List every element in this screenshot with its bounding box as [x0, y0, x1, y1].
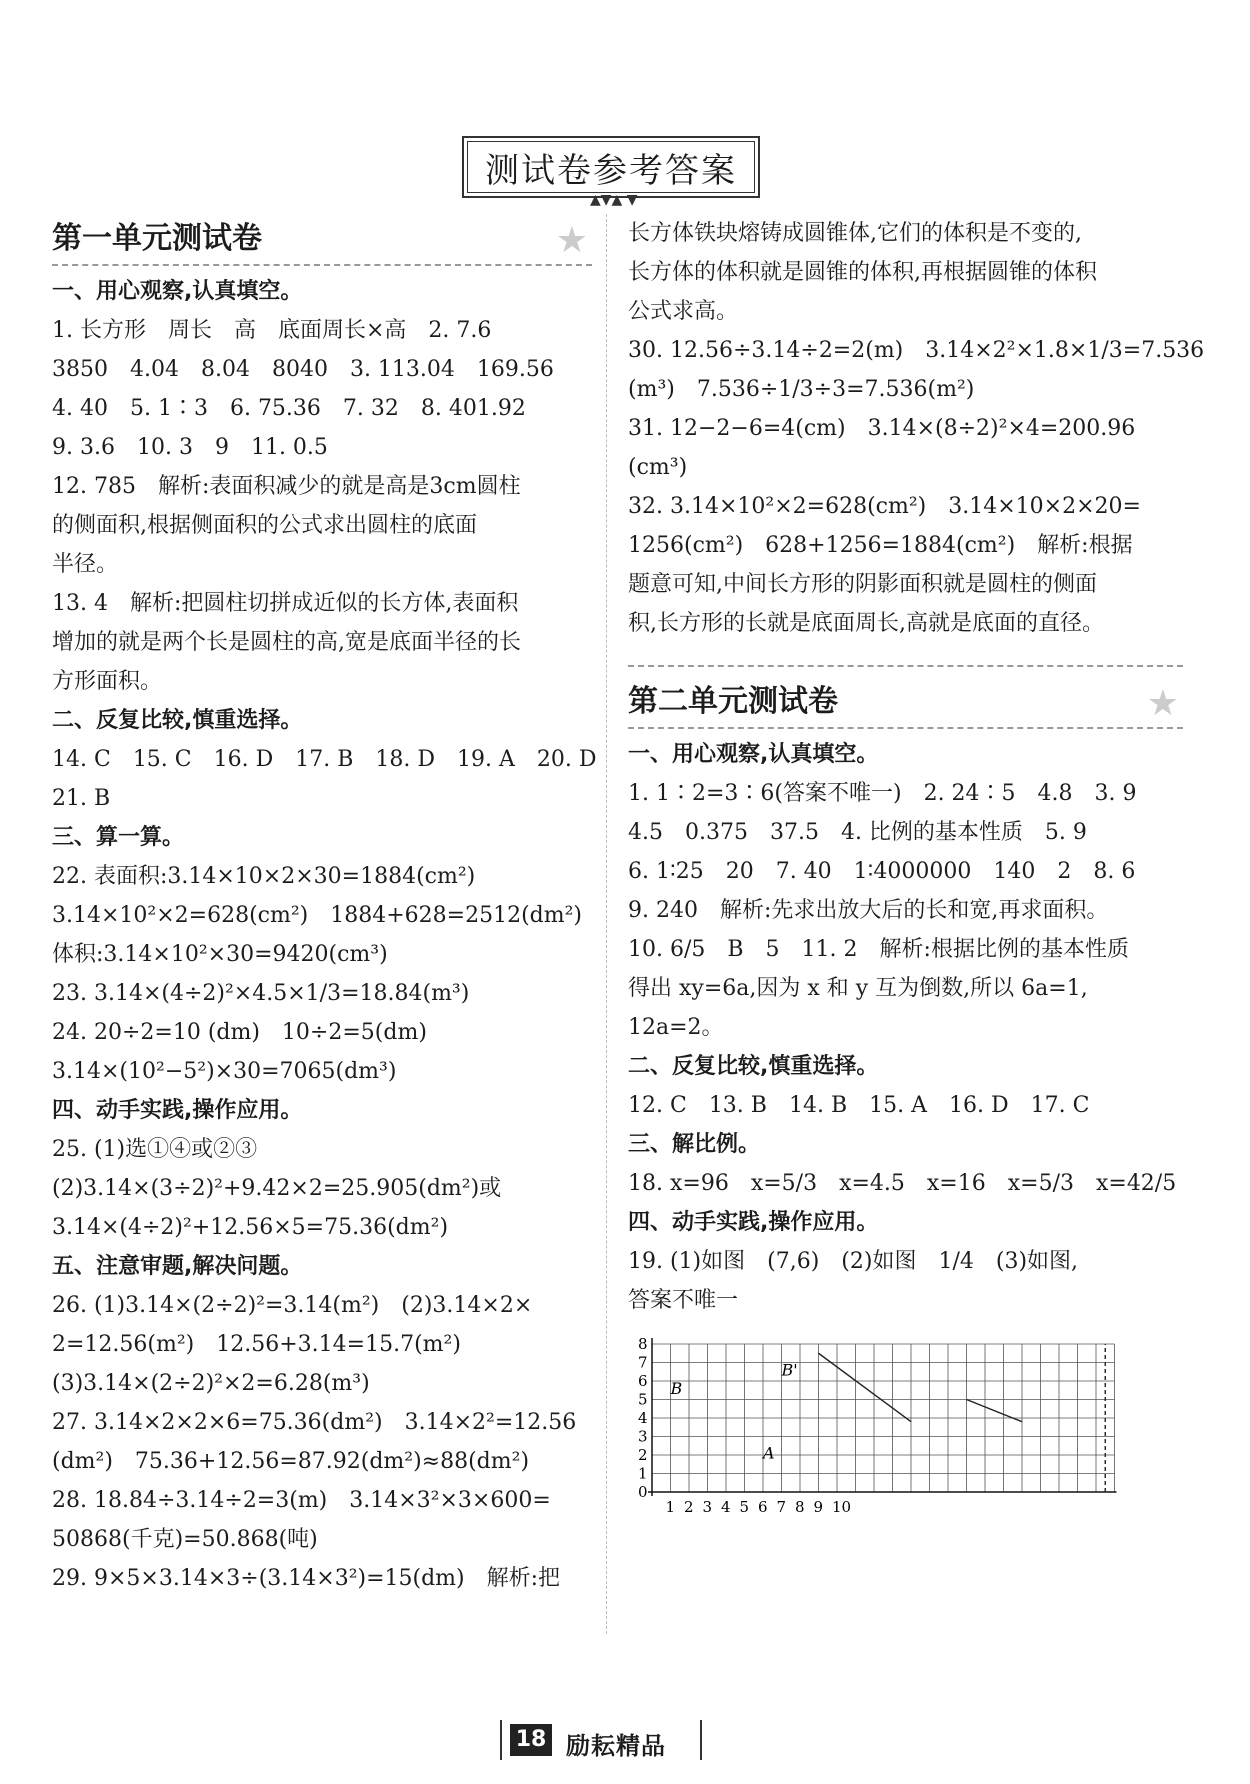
answer-line: 题意可知,中间长方形的阴影面积就是圆柱的侧面	[628, 572, 1097, 597]
star-icon: ★	[1146, 683, 1179, 724]
x-tick-label: 8	[795, 1498, 805, 1514]
right-column	[628, 214, 1205, 1527]
answer-line: 19. (1)如图 (7,6) (2)如图 1/4 (3)如图,	[628, 1249, 1079, 1274]
answer-line: (2)3.14×(3÷2)²+9.42×2=25.905(dm²)或	[52, 1176, 502, 1201]
y-tick-label: 5	[638, 1390, 648, 1409]
answer-line: 6. 1∶25 20 7. 40 1∶4000000 140 2 8. 6	[628, 859, 1136, 884]
section-heading: 五、注意审题,解决问题。	[52, 1254, 303, 1279]
figure-segment	[819, 1353, 912, 1421]
brand-name: 励耘精品	[566, 1732, 666, 1760]
y-tick-label: 7	[638, 1353, 648, 1372]
answer-line: 31. 12−2−6=4(cm) 3.14×(8÷2)²×4=200.96	[628, 416, 1136, 441]
grid-figure	[628, 1324, 1183, 1527]
answer-line: 32. 3.14×10²×2=628(cm²) 3.14×10×2×20=	[628, 494, 1141, 519]
star-icon: ★	[555, 220, 588, 261]
answer-line: 27. 3.14×2×2×6=75.36(dm²) 3.14×2²=12.56	[52, 1410, 577, 1435]
answer-line: 29. 9×5×3.14×3÷(3.14×3²)=15(dm) 解析:把	[52, 1566, 561, 1591]
answer-line: 12. C 13. B 14. B 15. A 16. D 17. C	[628, 1093, 1090, 1118]
answer-line: 3.14×10²×2=628(cm²) 1884+628=2512(dm²)	[52, 903, 583, 928]
x-tick-label: 7	[776, 1498, 787, 1514]
page-footer	[500, 1718, 720, 1762]
answer-line: 积,长方形的长就是底面周长,高就是底面的直径。	[628, 611, 1104, 636]
answer-line: 增加的就是两个长是圆柱的高,宽是底面半径的长	[52, 630, 521, 655]
y-tick-label: 1	[638, 1464, 648, 1483]
y-tick-label: 8	[638, 1335, 648, 1353]
section-heading: 一、用心观察,认真填空。	[52, 279, 303, 304]
answer-line: 50868(千克)=50.868(吨)	[52, 1527, 318, 1552]
answer-line: 23. 3.14×(4÷2)²×4.5×1/3=18.84(m³)	[52, 981, 470, 1006]
page-title: 测试卷参考答案	[467, 141, 755, 193]
point-label: B	[670, 1378, 683, 1398]
answer-line: (3)3.14×(2÷2)²×2=6.28(m³)	[52, 1371, 370, 1396]
x-tick-label: 5	[739, 1498, 750, 1514]
x-tick-label: 3	[702, 1498, 713, 1514]
section-heading: 三、解比例。	[628, 1132, 761, 1157]
answer-line: 18. x=96 x=5/3 x=4.5 x=16 x=5/3 x=42/5	[628, 1171, 1177, 1196]
answer-line: 公式求高。	[628, 299, 739, 324]
section-heading: 四、动手实践,操作应用。	[628, 1210, 879, 1235]
answer-line: 4. 40 5. 1∶3 6. 75.36 7. 32 8. 401.92	[52, 396, 526, 421]
section-heading: 一、用心观察,认真填空。	[628, 742, 879, 767]
section-divider	[628, 665, 1183, 667]
x-tick-label: 9	[813, 1498, 824, 1514]
y-tick-label: 0	[638, 1483, 648, 1501]
y-tick-label: 2	[638, 1446, 648, 1464]
answer-line: 9. 240 解析:先求出放大后的长和宽,再求面积。	[628, 898, 1109, 923]
point-label: A	[763, 1443, 775, 1463]
x-tick-label: 1	[665, 1498, 676, 1514]
unit-one-answers	[52, 272, 597, 1598]
answer-line: 答案不唯一	[628, 1288, 739, 1313]
answer-line: 21. B	[52, 786, 111, 811]
answer-line: 体积:3.14×10²×30=9420(cm³)	[52, 942, 388, 967]
answer-line: 3.14×(10²−5²)×30=7065(dm³)	[52, 1059, 397, 1084]
answer-line: 得出 xy=6a,因为 x 和 y 互为倒数,所以 6a=1,	[628, 976, 1088, 1001]
answer-line: 1. 长方形 周长 高 底面周长×高 2. 7.6	[52, 318, 492, 343]
y-tick-label: 6	[638, 1372, 648, 1390]
footer-bar-left	[500, 1720, 502, 1760]
unit-one-title: 第一单元测试卷	[52, 221, 262, 256]
answer-line: 22. 表面积:3.14×10×2×30=1884(cm²)	[52, 864, 476, 889]
answer-line: 半径。	[52, 552, 119, 577]
column-separator	[606, 214, 607, 1634]
answer-line: 1. 1∶2=3∶6(答案不唯一) 2. 24∶5 4.8 3. 9	[628, 781, 1137, 806]
page-number: 18	[510, 1724, 552, 1756]
unit-two-answers	[628, 735, 1183, 1320]
answer-line: 4.5 0.375 37.5 4. 比例的基本性质 5. 9	[628, 820, 1087, 845]
footer-bar-right	[700, 1720, 702, 1760]
answer-line: 24. 20÷2=10 (dm) 10÷2=5(dm)	[52, 1020, 427, 1045]
section-heading: 四、动手实践,操作应用。	[52, 1098, 303, 1123]
unit-two-heading	[628, 677, 1183, 729]
title-decoration: ▲▼▲ ▼	[590, 192, 638, 208]
answer-line: 25. (1)选①④或②③	[52, 1137, 258, 1162]
y-tick-label: 3	[638, 1427, 648, 1446]
y-tick-label: 4	[638, 1409, 648, 1427]
answer-line: 3850 4.04 8.04 8040 3. 113.04 169.56	[52, 357, 554, 382]
answer-line: 2=12.56(m²) 12.56+3.14=15.7(m²)	[52, 1332, 461, 1357]
answer-line: 13. 4 解析:把圆柱切拼成近似的长方体,表面积	[52, 591, 519, 616]
unit-two-title: 第二单元测试卷	[628, 684, 838, 719]
left-column	[52, 214, 597, 1598]
answer-line: 26. (1)3.14×(2÷2)²=3.14(m²) (2)3.14×2×	[52, 1293, 533, 1318]
section-heading: 三、算一算。	[52, 825, 185, 850]
answer-line: 12. 785 解析:表面积减少的就是高是3cm圆柱	[52, 474, 521, 499]
x-tick-label: 4	[721, 1498, 731, 1514]
answer-line: 长方体的体积就是圆锥的体积,再根据圆锥的体积	[628, 260, 1097, 285]
section-heading: 二、反复比较,慎重选择。	[52, 708, 303, 733]
answer-line: 14. C 15. C 16. D 17. B 18. D 19. A 20. D	[52, 747, 597, 772]
answer-line: (cm³)	[628, 455, 688, 480]
answer-line: 3.14×(4÷2)²+12.56×5=75.36(dm²)	[52, 1215, 449, 1240]
answer-line: 的侧面积,根据侧面积的公式求出圆柱的底面	[52, 513, 477, 538]
x-tick-label: 6	[758, 1498, 768, 1514]
unit-one-answers-continued	[628, 214, 1205, 643]
x-tick-label: 10	[832, 1498, 852, 1514]
answer-line: 10. 6/5 B 5 11. 2 解析:根据比例的基本性质	[628, 937, 1129, 962]
answer-line: 9. 3.6 10. 3 9 11. 0.5	[52, 435, 328, 460]
answer-line: 方形面积。	[52, 669, 163, 694]
answer-line: (dm²) 75.36+12.56=87.92(dm²)≈88(dm²)	[52, 1449, 530, 1474]
answer-line: 12a=2。	[628, 1015, 724, 1040]
x-tick-label: 2	[684, 1498, 694, 1514]
answer-line: 30. 12.56÷3.14÷2=2(m) 3.14×2²×1.8×1/3=7.536	[628, 338, 1205, 363]
section-heading: 二、反复比较,慎重选择。	[628, 1054, 879, 1079]
answer-line: 1256(cm²) 628+1256=1884(cm²) 解析:根据	[628, 533, 1133, 558]
point-label: B'	[781, 1360, 798, 1380]
answer-title-box	[462, 136, 760, 198]
answer-line: 长方体铁块熔铸成圆锥体,它们的体积是不变的,	[628, 221, 1082, 246]
answer-line: 28. 18.84÷3.14÷2=3(m) 3.14×3²×3×600=	[52, 1488, 551, 1513]
unit-one-heading	[52, 214, 592, 266]
coordinate-grid	[628, 1324, 1188, 1514]
answer-line: (m³) 7.536÷1/3÷3=7.536(m²)	[628, 377, 975, 402]
